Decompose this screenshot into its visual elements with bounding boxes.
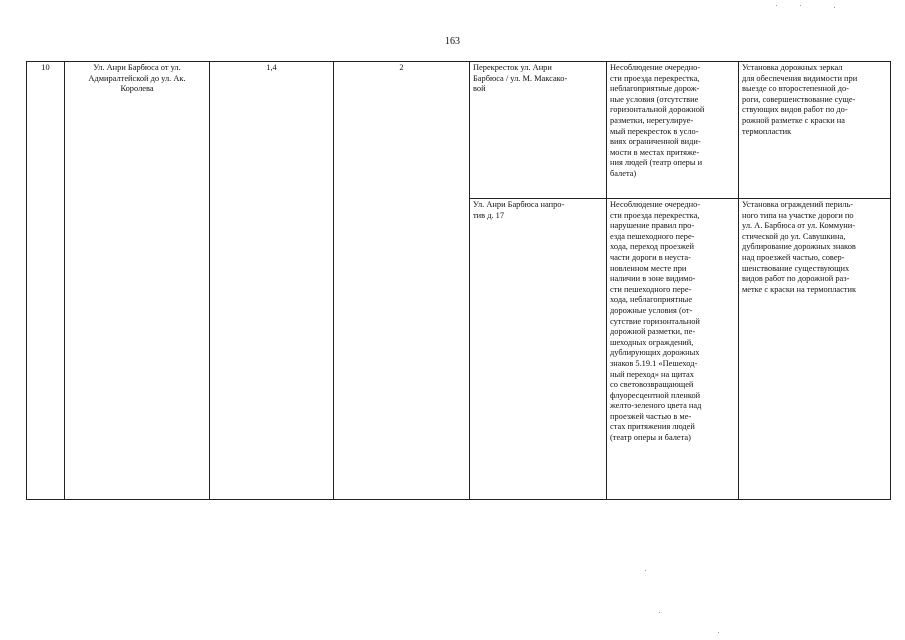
location-cell: Ул. Анри Барбюса напро- тив д. 17 bbox=[470, 199, 607, 500]
scan-speck bbox=[800, 5, 801, 6]
scan-speck bbox=[834, 7, 835, 8]
scan-speck bbox=[718, 632, 719, 633]
scan-speck bbox=[659, 612, 660, 613]
count-cell: 2 bbox=[334, 62, 470, 500]
street-segment-cell: Ул. Анри Барбюса от ул. Адмиралтейской до ул. Ак. Королева bbox=[65, 62, 210, 500]
road-safety-table bbox=[26, 61, 891, 500]
issues-cell: Несоблюдение очередно- сти проезда перекрестка, неблагоприятные дорож- ные условия (отсутствие горизонтальной дорожной разметки, нерегулируе- мый перекресток в усло- виях ограниченной види- мости в местах притяже- ния людей (театр оперы и балета) bbox=[607, 62, 739, 199]
table-row bbox=[27, 62, 891, 199]
issues-cell: Несоблюдение очередно- сти проезда перекрестка, нарушение правил про- езда пешеходного пере- хода, переход проезжей части дороги в неуста- новленном месте при наличии в зоне видимо- сти пешеходного пере- хода, неблагоприятные дорожные условия (от- сутствие горизонтальной дорожной разметки, пе- шеходных ограждений, дублирующих дорожных знаков 5.19.1 «Пешеход- ный переход» на щитах со световозвращающей флуоресцентной пленкой желто-зеленого цвета над проезжей частью в ме- стах притяжения людей (театр оперы и балета) bbox=[607, 199, 739, 500]
row-number-cell: 10 bbox=[27, 62, 65, 500]
page-number: 163 bbox=[445, 36, 460, 47]
scan-speck bbox=[776, 5, 777, 6]
measures-cell: Установка ограждений периль- ного типа на участке дороги по ул. А. Барбюса от ул. Коммуни- стической до ул. Савушкина, дублирование дорожных знаков над проезжей частью, совер- шенствование существующих видов работ по дорожной раз- метке с краски на термопластик bbox=[739, 199, 891, 500]
measures-cell: Установка дорожных зеркал для обеспечения видимости при выезде со второстепенной до- роги, совершенствование суще- ствующих видов работ по до- рожной разметке с краски на термопластик bbox=[739, 62, 891, 199]
scan-speck bbox=[645, 570, 646, 571]
length-cell: 1,4 bbox=[210, 62, 334, 500]
location-cell: Перекресток ул. Анри Барбюса / ул. М. Максако- вой bbox=[470, 62, 607, 199]
